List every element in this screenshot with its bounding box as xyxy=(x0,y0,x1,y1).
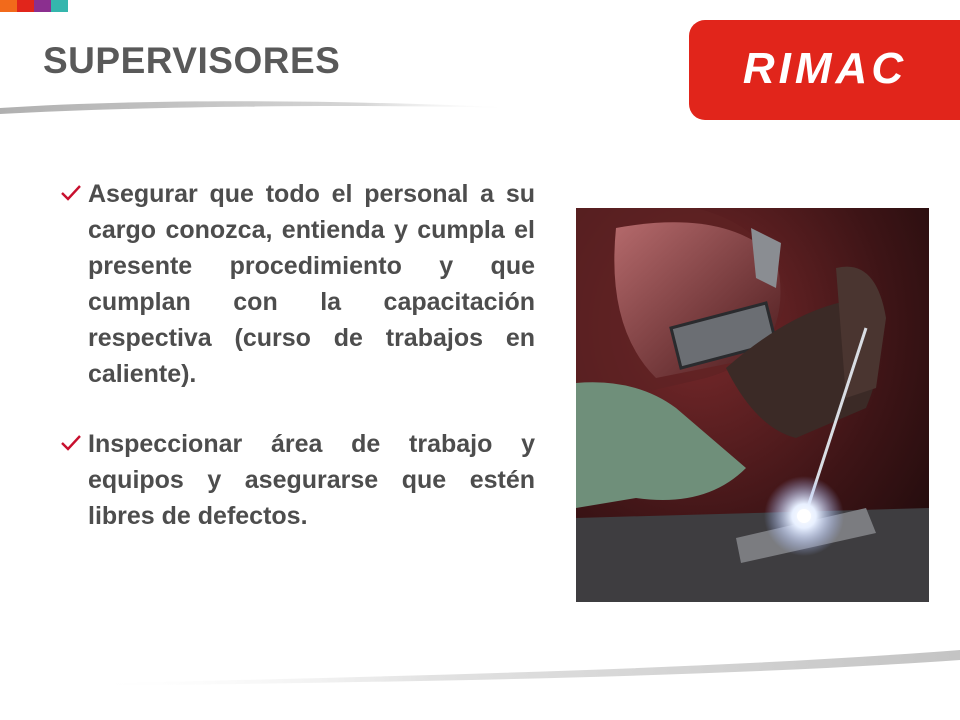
bullet-item xyxy=(60,176,535,392)
rimac-logo-mark xyxy=(720,45,930,95)
strip-purple xyxy=(34,0,51,12)
bullet-item xyxy=(60,426,535,534)
bullet-text: Inspeccionar área de trabajo y equipos y asegurarse que estén libres de defectos. xyxy=(88,430,535,530)
slide-title: SUPERVISORES xyxy=(43,40,341,81)
rimac-logo xyxy=(689,20,960,120)
bullet-text: Asegurar que todo el personal a su cargo conozca, entienda y cumpla el presente procedimiento y que cumplan con la capacitación respectiva (curso de trabajos en caliente). xyxy=(88,180,535,388)
welder-photo xyxy=(576,208,929,602)
footer-swoosh xyxy=(0,640,960,690)
header-swoosh xyxy=(0,90,540,120)
strip-red xyxy=(17,0,34,12)
checkmark-icon xyxy=(60,426,88,457)
brand-color-strip xyxy=(0,0,70,12)
bullet-list xyxy=(60,176,535,568)
logo-text: RIMAC xyxy=(742,45,907,93)
strip-teal xyxy=(51,0,68,12)
checkmark-icon xyxy=(60,176,88,207)
strip-orange xyxy=(0,0,17,12)
